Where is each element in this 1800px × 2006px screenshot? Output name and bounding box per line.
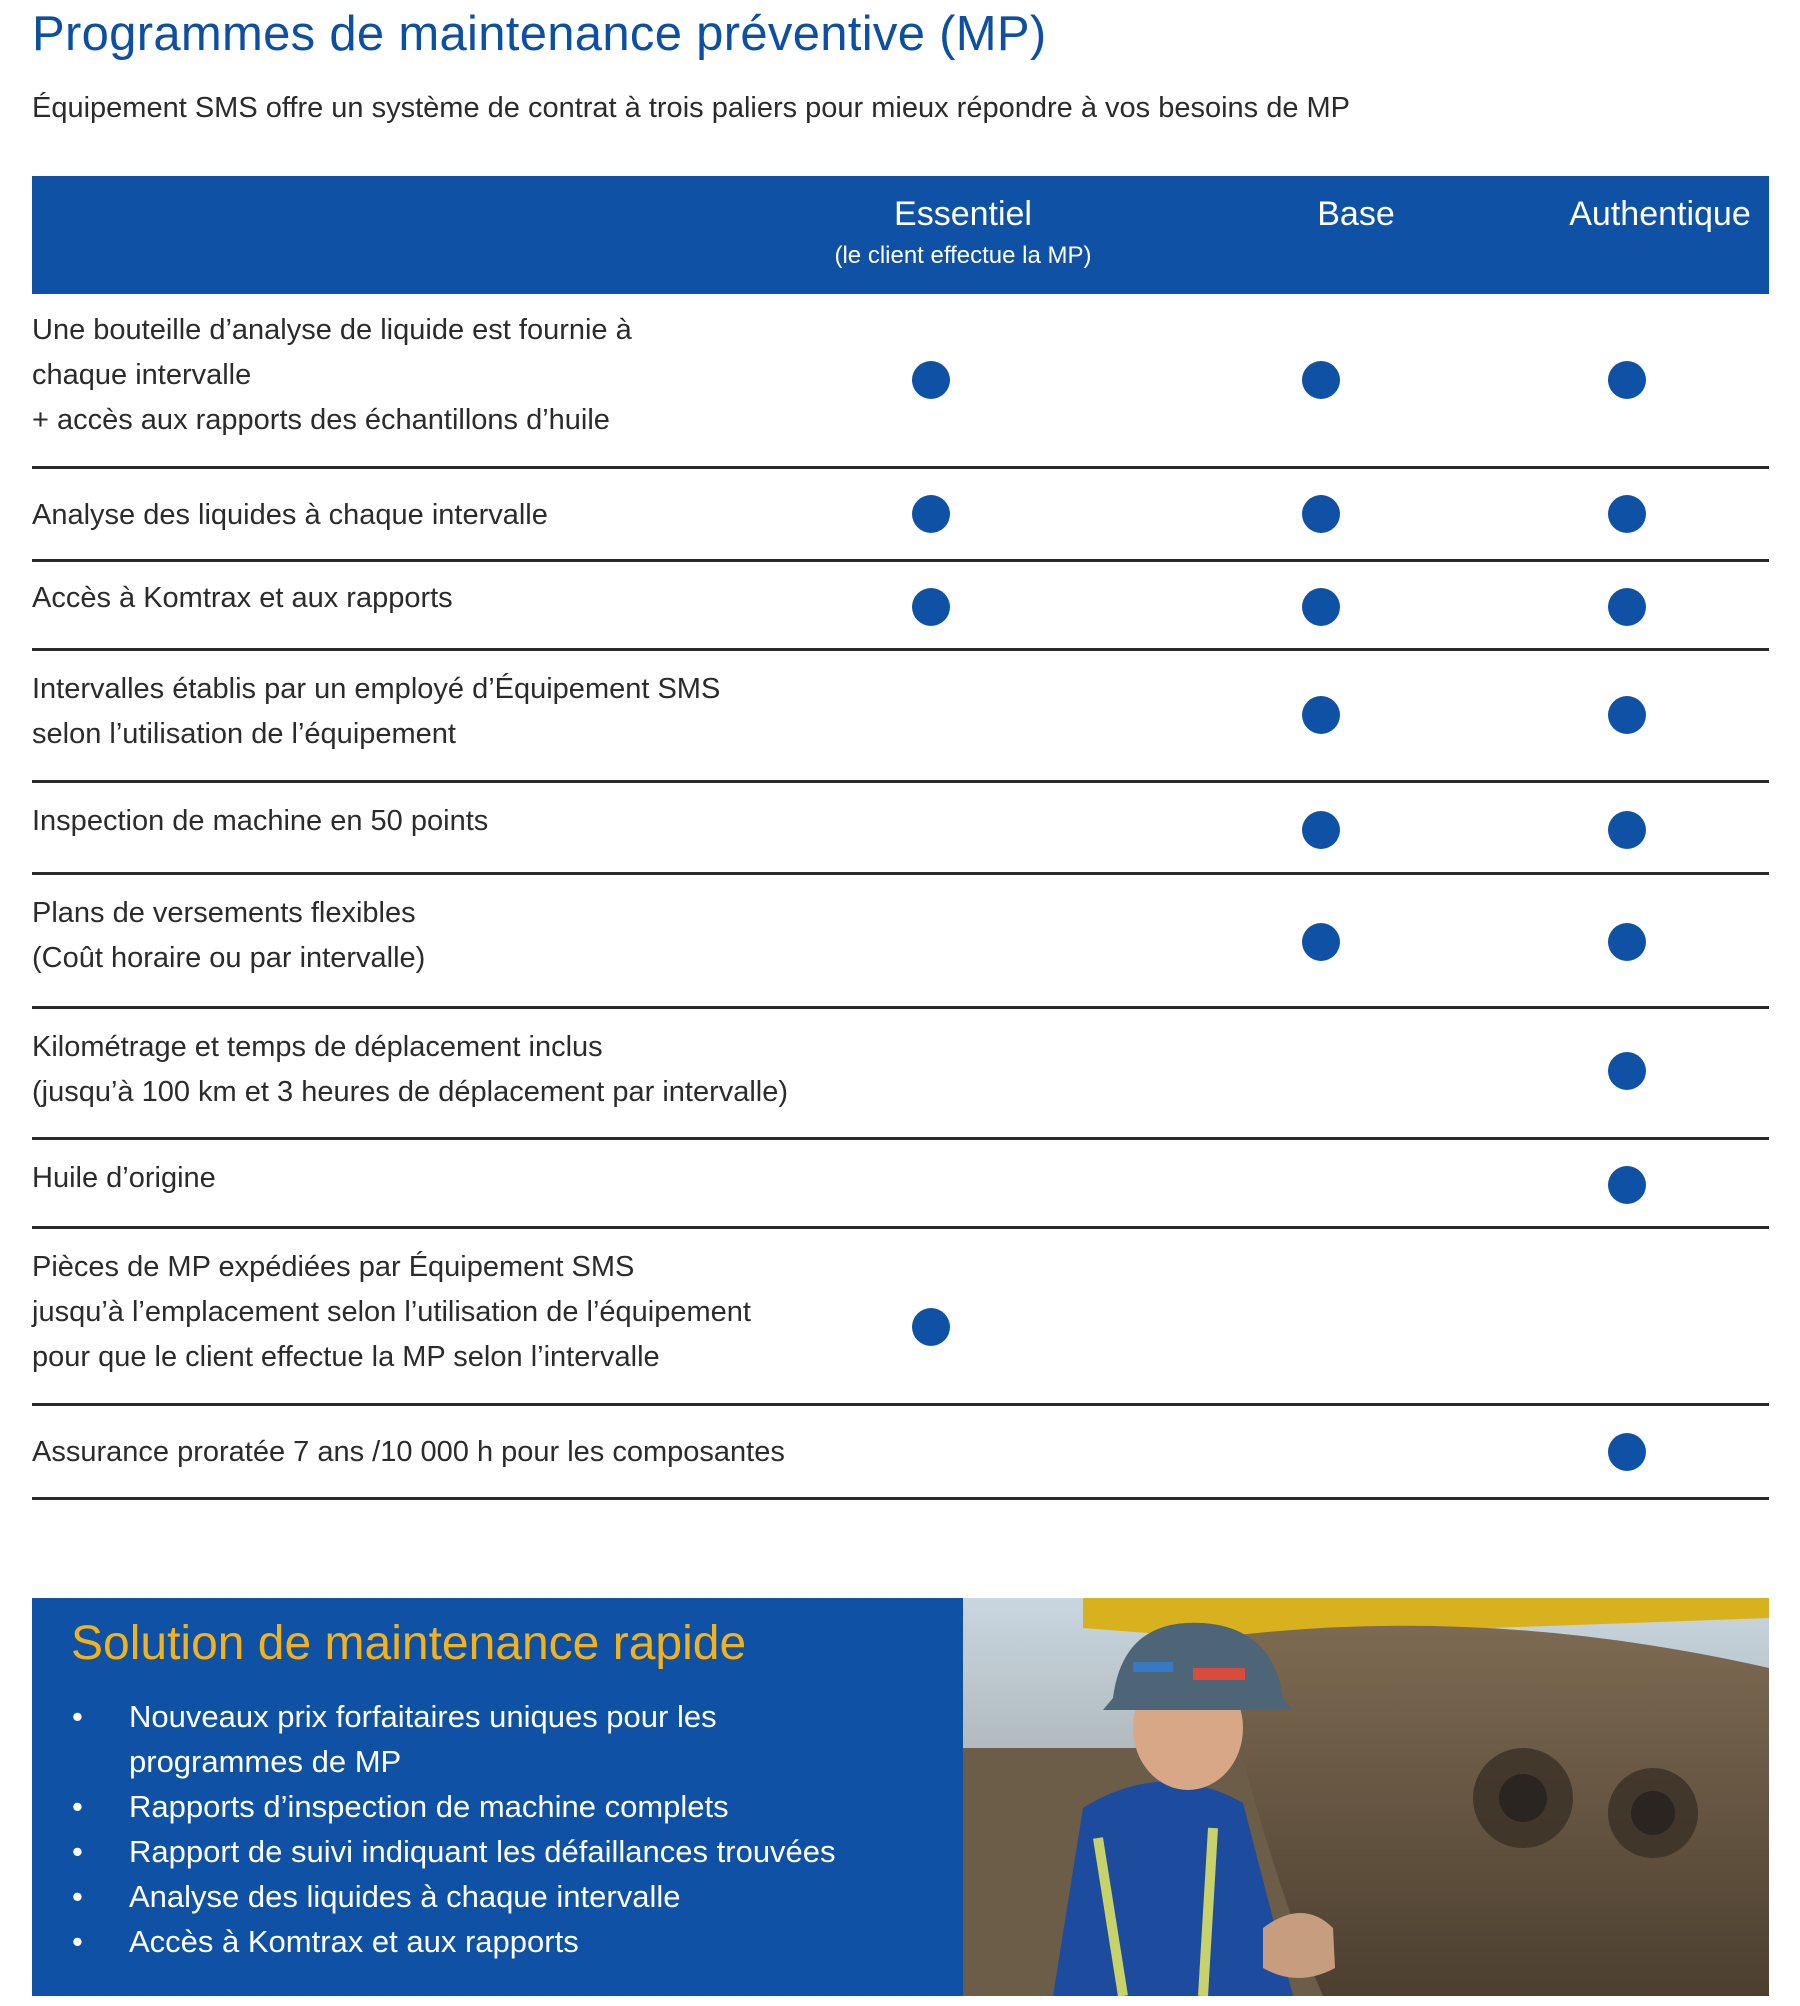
bullet-icon: • bbox=[72, 1789, 83, 1824]
column-essentiel-note: (le client effectue la MP) bbox=[834, 242, 1092, 269]
row-label: Inspection de machine en 50 points bbox=[32, 805, 489, 837]
column-authentique-name: Authentique bbox=[1569, 195, 1751, 233]
table-row bbox=[32, 1406, 1769, 1500]
row-label: Analyse des liquides à chaque intervalle bbox=[32, 499, 548, 531]
check-dot-icon bbox=[1302, 361, 1340, 399]
check-dot-icon bbox=[1608, 1166, 1646, 1204]
table-row bbox=[32, 1140, 1769, 1229]
list-item: • Rapports d’inspection de machine complets bbox=[72, 1784, 952, 1829]
promo-box bbox=[32, 1598, 963, 1996]
promo-list bbox=[72, 1694, 952, 1964]
table-row bbox=[32, 1229, 1769, 1406]
check-dot-icon bbox=[1302, 923, 1340, 961]
row-label: Accès à Komtrax et aux rapports bbox=[32, 582, 453, 614]
check-dot-icon bbox=[1608, 1433, 1646, 1471]
list-item: • Nouveaux prix forfaitaires uniques pour les programmes de MP bbox=[72, 1694, 952, 1784]
row-label: Une bouteille d’analyse de liquide est fournie à chaque intervalle + accès aux rapports des échantillons d’huile bbox=[32, 314, 632, 436]
list-item: • Analyse des liquides à chaque intervalle bbox=[72, 1874, 952, 1919]
row-label: Kilométrage et temps de déplacement inclus (jusqu’à 100 km et 3 heures de déplacement par intervalle) bbox=[32, 1031, 789, 1108]
table-row bbox=[32, 651, 1769, 783]
list-item: • Accès à Komtrax et aux rapports bbox=[72, 1919, 952, 1964]
page-title: Programmes de maintenance préventive (MP) bbox=[32, 7, 1047, 61]
row-label: Intervalles établis par un employé d’Équipement SMS selon l’utilisation de l’équipement bbox=[32, 673, 721, 750]
row-label: Assurance proratée 7 ans /10 000 h pour les composantes bbox=[32, 1436, 785, 1468]
check-dot-icon bbox=[912, 588, 950, 626]
column-essentiel bbox=[773, 190, 1153, 270]
column-base-name: Base bbox=[1317, 195, 1395, 233]
row-label: Huile d’origine bbox=[32, 1162, 216, 1194]
list-item: • Rapport de suivi indiquant les défaillances trouvées bbox=[72, 1829, 952, 1874]
check-dot-icon bbox=[912, 495, 950, 533]
check-dot-icon bbox=[1608, 1052, 1646, 1090]
check-dot-icon bbox=[1302, 696, 1340, 734]
bullet-icon: • bbox=[72, 1924, 83, 1959]
check-dot-icon bbox=[1302, 495, 1340, 533]
comparison-table bbox=[32, 176, 1769, 1500]
check-dot-icon bbox=[1608, 495, 1646, 533]
check-dot-icon bbox=[912, 361, 950, 399]
column-authentique bbox=[1470, 190, 1800, 238]
table-row bbox=[32, 294, 1769, 469]
row-label: Plans de versements flexibles (Coût horaire ou par intervalle) bbox=[32, 897, 426, 974]
bullet-icon: • bbox=[72, 1699, 83, 1734]
table-row bbox=[32, 469, 1769, 562]
check-dot-icon bbox=[1608, 923, 1646, 961]
check-dot-icon bbox=[1608, 361, 1646, 399]
check-dot-icon bbox=[1608, 588, 1646, 626]
check-dot-icon bbox=[1608, 811, 1646, 849]
check-dot-icon bbox=[1302, 811, 1340, 849]
check-dot-icon bbox=[912, 1308, 950, 1346]
table-row bbox=[32, 783, 1769, 875]
table-row bbox=[32, 1009, 1769, 1140]
bullet-icon: • bbox=[72, 1879, 83, 1914]
promo-title: Solution de maintenance rapide bbox=[71, 1617, 747, 1670]
photo-technician-inspecting-track bbox=[963, 1598, 1769, 1996]
check-dot-icon bbox=[1608, 696, 1646, 734]
table-header bbox=[32, 176, 1769, 294]
column-essentiel-name: Essentiel bbox=[894, 195, 1032, 233]
table-row bbox=[32, 875, 1769, 1009]
table-row bbox=[32, 562, 1769, 651]
check-dot-icon bbox=[1302, 588, 1340, 626]
photo-illustration bbox=[963, 1598, 1769, 1996]
row-label: Pièces de MP expédiées par Équipement SMS jusqu’à l’emplacement selon l’utilisation de l’équipement pour que le client effectue la MP selon l’intervalle bbox=[32, 1251, 751, 1373]
subtitle: Équipement SMS offre un système de contrat à trois paliers pour mieux répondre à vos besoins de MP bbox=[32, 92, 1351, 124]
bullet-icon: • bbox=[72, 1834, 83, 1869]
